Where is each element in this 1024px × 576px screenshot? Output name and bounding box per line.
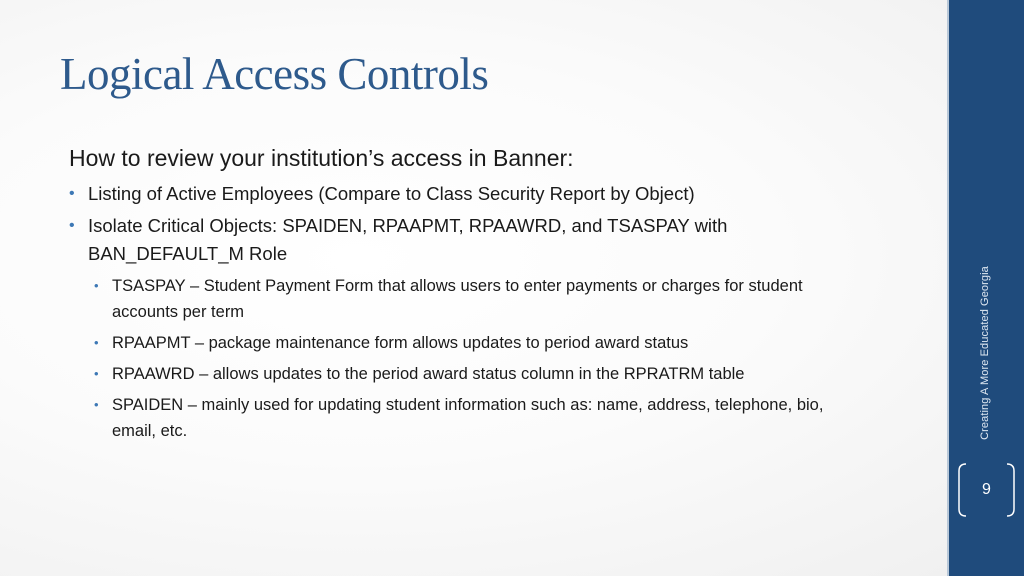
list-item: [94, 361, 869, 387]
sub-bullet-text: SPAIDEN – mainly used for updating student information such as: name, address, telephone, bio, email, etc.: [112, 396, 824, 440]
bullet-dot-icon: •: [69, 185, 75, 202]
list-item: [94, 273, 869, 325]
bullet-list: [69, 180, 869, 444]
list-item: [69, 180, 869, 208]
slide-content: [69, 140, 869, 444]
bullet-text: Isolate Critical Objects: SPAIDEN, RPAAPMT, RPAAWRD, and TSASPAY with BAN_DEFAULT_M Role: [88, 215, 728, 264]
list-item: [69, 212, 869, 444]
slide-title: Logical Access Controls: [60, 49, 489, 99]
bullet-dot-icon: •: [69, 217, 75, 234]
sub-bullet-text: TSASPAY – Student Payment Form that allows users to enter payments or charges for student accounts per term: [112, 277, 803, 321]
sub-bullet-text: RPAAWRD – allows updates to the period award status column in the RPRATRM table: [112, 365, 745, 383]
lead-text: How to review your institution’s access in Banner:: [69, 145, 574, 171]
bullet-dot-icon: •: [94, 335, 99, 350]
bullet-dot-icon: •: [94, 366, 99, 381]
page-number-box: [956, 460, 1017, 520]
list-item: [94, 392, 869, 444]
bullet-dot-icon: •: [94, 397, 99, 412]
sub-bullet-list: [94, 273, 869, 444]
list-item: [94, 330, 869, 356]
bullet-text: Listing of Active Employees (Compare to Class Security Report by Object): [88, 183, 695, 204]
page-number: 9: [982, 481, 991, 498]
sidebar-tagline: Creating A More Educated Georgia: [979, 266, 991, 440]
sub-bullet-text: RPAAPMT – package maintenance form allows updates to period award status: [112, 334, 689, 352]
bullet-dot-icon: •: [94, 278, 99, 293]
